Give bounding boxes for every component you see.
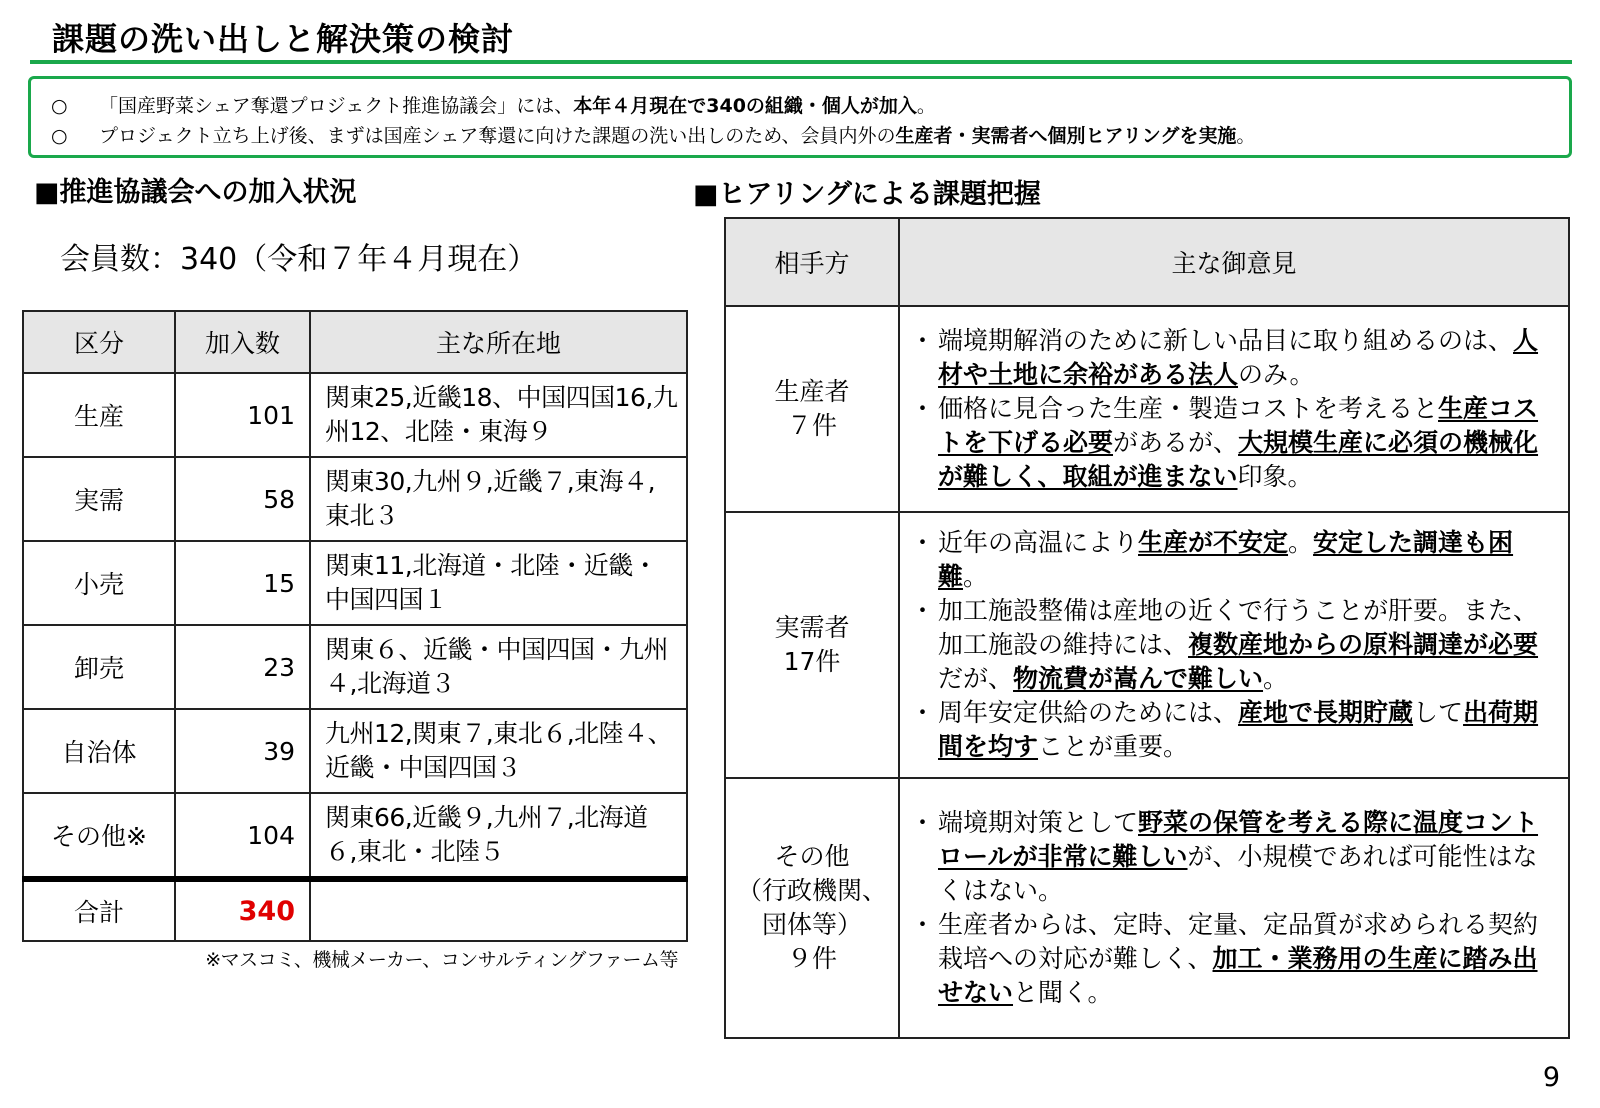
party-label: その他 — [774, 842, 850, 871]
summary-box — [28, 76, 1572, 158]
table-row — [23, 709, 687, 793]
category-cell: その他※ — [23, 793, 175, 879]
footnote: ※マスコミ、機械メーカー、コンサルティングファーム等 — [205, 949, 678, 971]
table-header-row — [23, 311, 687, 373]
party-label: （行政機関、 — [736, 876, 887, 905]
party-cell — [725, 512, 899, 778]
opinion-emphasis: 野菜の保管を考える際に温度コントロールが非常に難しい — [938, 808, 1539, 871]
category-cell: 実需 — [23, 457, 175, 541]
party-label: 実需者 — [774, 613, 850, 642]
column-header: 加入数 — [175, 311, 310, 373]
location-cell: 関東30,九州９,近畿７,東海４,東北３ — [310, 457, 687, 541]
opinion-text: 加工施設整備は産地の近くで行うことが肝要。また、加工施設の維持には、 — [938, 596, 1539, 659]
opinions-cell — [899, 512, 1569, 778]
opinion-item — [912, 392, 1552, 494]
table-row — [23, 625, 687, 709]
category-cell: 生産 — [23, 373, 175, 457]
party-label: ７件 — [786, 411, 837, 440]
table-row — [23, 541, 687, 625]
circle-bullet-icon: ○ — [51, 95, 68, 117]
count-cell: 101 — [175, 373, 310, 457]
opinion-text: ことが重要。 — [1038, 732, 1189, 761]
location-cell: 関東25,近畿18、中国四国16,九州12、北陸・東海９ — [310, 373, 687, 457]
opinion-text: だが、 — [938, 664, 1014, 693]
opinion-emphasis: 加工・業務用の生産に踏み出せない — [938, 944, 1538, 1007]
opinion-item — [912, 324, 1552, 392]
opinion-text: 。 — [1288, 528, 1314, 557]
summary-line — [51, 121, 1569, 151]
opinion-item — [912, 696, 1552, 764]
party-label: 団体等） — [761, 910, 862, 939]
opinion-item — [912, 806, 1552, 908]
total-empty-cell — [310, 879, 687, 941]
opinion-text: して — [1413, 698, 1464, 727]
opinion-text: が、小規模であれば可能性はなくはない。 — [938, 842, 1538, 905]
location-cell: 関東11,北海道・北陸・近畿・中国四国１ — [310, 541, 687, 625]
opinion-emphasis: 大規模生産に必須の機械化が難しく、取組が進まない — [938, 428, 1539, 491]
opinion-item — [912, 594, 1552, 696]
opinion-emphasis: 複数産地からの原料調達が必要 — [1188, 630, 1539, 659]
count-cell: 58 — [175, 457, 310, 541]
table-header-row — [725, 218, 1569, 306]
party-cell — [725, 306, 899, 512]
summary-line — [51, 91, 1569, 121]
opinion-emphasis: 出荷期間を均す — [938, 698, 1539, 761]
count-cell: 39 — [175, 709, 310, 793]
opinions-cell — [899, 306, 1569, 512]
party-label: ９件 — [786, 944, 837, 973]
opinion-text: 。 — [963, 562, 989, 591]
hearing-table — [724, 217, 1570, 1039]
opinion-text: 端境期対策として — [938, 808, 1139, 837]
table-row — [23, 457, 687, 541]
table-row — [23, 373, 687, 457]
category-cell: 卸売 — [23, 625, 175, 709]
summary-tail: 。 — [916, 95, 936, 117]
party-cell — [725, 778, 899, 1038]
count-cell: 104 — [175, 793, 310, 879]
opinion-emphasis: 安定した調達も困難 — [938, 528, 1514, 591]
opinion-emphasis: 物流費が嵩んで難しい — [1013, 664, 1264, 693]
opinion-item — [912, 526, 1552, 594]
opinion-emphasis: 生産が不安定 — [1138, 528, 1289, 557]
column-header: 主な所在地 — [310, 311, 687, 373]
opinion-text: 近年の高温により — [938, 528, 1139, 557]
table-row — [725, 306, 1569, 512]
opinion-emphasis: 人材や土地に余裕がある法人 — [938, 326, 1539, 389]
table-row — [725, 512, 1569, 778]
category-cell: 小売 — [23, 541, 175, 625]
table-row — [725, 778, 1569, 1038]
total-label: 合計 — [23, 879, 175, 941]
opinion-text: 。 — [1263, 664, 1289, 693]
opinion-text: 周年安定供給のためには、 — [938, 698, 1239, 727]
opinion-item — [912, 908, 1552, 1010]
title-underline — [30, 60, 1572, 64]
column-header: 主な御意見 — [899, 218, 1569, 306]
opinion-emphasis: 産地で長期貯蔵 — [1238, 698, 1414, 727]
party-label: 17件 — [783, 647, 841, 676]
category-cell: 自治体 — [23, 709, 175, 793]
count-cell: 23 — [175, 625, 310, 709]
opinion-text: 価格に見合った生産・製造コストを考えると — [938, 394, 1439, 423]
summary-emphasis: 生産者・実需者へ個別ヒアリングを実施 — [895, 125, 1237, 147]
table-row — [23, 793, 687, 879]
summary-text: 「国産野菜シェア奪還プロジェクト推進協議会」には、 — [99, 95, 574, 117]
total-count: 340 — [175, 879, 310, 941]
opinion-text: のみ。 — [1238, 360, 1315, 389]
count-cell: 15 — [175, 541, 310, 625]
location-cell: 九州12,関東７,東北６,北陸４、近畿・中国四国３ — [310, 709, 687, 793]
opinion-emphasis: 生産コストを下げる必要 — [938, 394, 1539, 457]
column-header: 相手方 — [725, 218, 899, 306]
column-header: 区分 — [23, 311, 175, 373]
location-cell: 関東66,近畿９,九州７,北海道６,東北・北陸５ — [310, 793, 687, 879]
membership-heading: ■推進協議会への加入状況 — [34, 177, 357, 208]
total-row — [23, 879, 687, 941]
party-label: 生産者 — [774, 377, 850, 406]
summary-text: プロジェクト立ち上げ後、まずは国産シェア奪還に向けた課題の洗い出しのため、会員内外の — [99, 125, 896, 147]
summary-emphasis: 本年４月現在で340の組織・個人が加入 — [573, 95, 917, 117]
page-number: 9 — [1542, 1062, 1560, 1093]
opinion-text: があるが、 — [1113, 428, 1239, 457]
opinions-cell — [899, 778, 1569, 1038]
page-title: 課題の洗い出しと解決策の検討 — [52, 20, 515, 58]
location-cell: 関東６、近畿・中国四国・九州４,北海道３ — [310, 625, 687, 709]
summary-tail: 。 — [1236, 125, 1256, 147]
circle-bullet-icon: ○ — [51, 125, 68, 147]
membership-table — [22, 310, 688, 942]
opinion-text: 端境期解消のために新しい品目に取り組めるのは、 — [938, 326, 1514, 355]
opinion-text: 生産者からは、定時、定量、定品質が求められる契約栽培への対応が難しく、 — [938, 910, 1539, 973]
member-count: 会員数：340（令和７年４月現在） — [60, 242, 538, 277]
opinion-text: と聞く。 — [1013, 978, 1113, 1007]
hearing-heading: ■ヒアリングによる課題把握 — [693, 179, 1041, 210]
opinion-text: 印象。 — [1237, 462, 1313, 491]
